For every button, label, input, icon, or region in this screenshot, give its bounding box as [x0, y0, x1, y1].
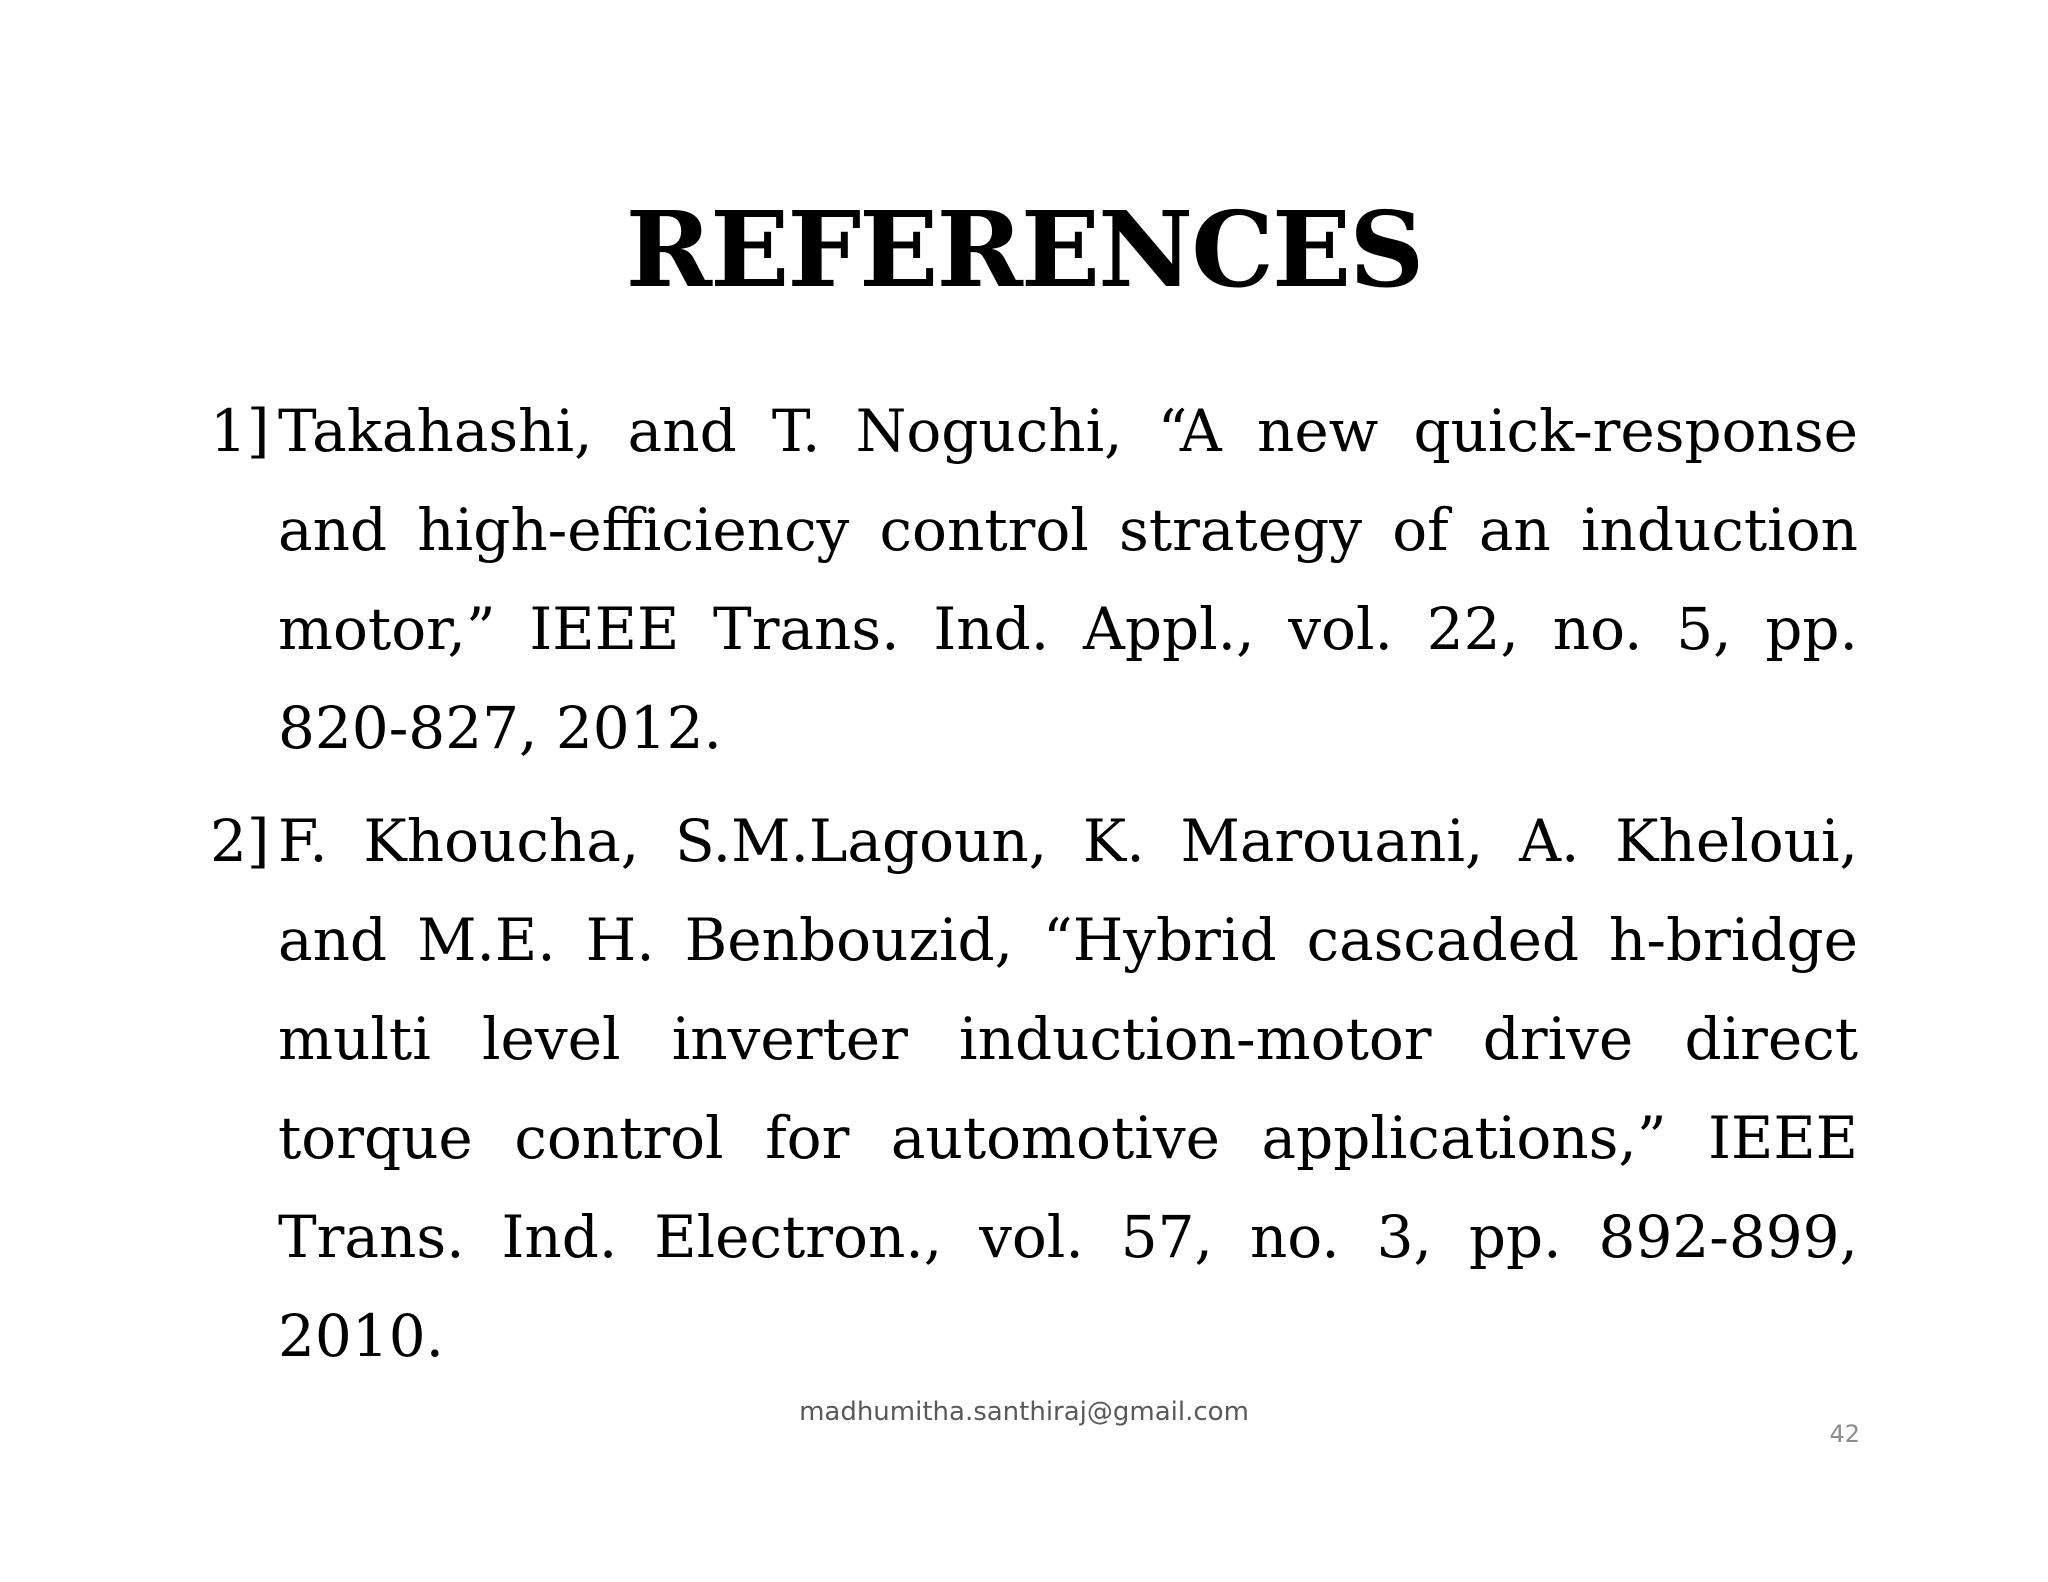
- footer-email: madhumitha.santhiraj@gmail.com: [799, 1397, 1249, 1427]
- slide-title: REFERENCES: [625, 188, 1423, 311]
- reference-item-1: [210, 382, 1858, 778]
- reference-number: 2]: [210, 807, 270, 875]
- page-number: 42: [1829, 1420, 1860, 1448]
- reference-text: Takahashi, and T. Noguchi, “A new quick-response and high-efficiency control strategy of an induction motor,” IEEE Trans. Ind. Appl., vol. 22, no. 5, pp. 820-827, 2012.: [278, 397, 1858, 762]
- reference-list: [210, 382, 1858, 1386]
- reference-text: F. Khoucha, S.M.Lagoun, K. Marouani, A. Kheloui, and M.E. H. Benbouzid, “Hybrid cascaded h-bridge multi level inverter induction-motor drive direct torque control for automotive applications,” IEEE Trans. Ind. Electron., vol. 57, no. 3, pp. 892-899, 2010.: [278, 807, 1858, 1370]
- reference-item-2: [210, 792, 1858, 1386]
- reference-number: 1]: [210, 397, 270, 465]
